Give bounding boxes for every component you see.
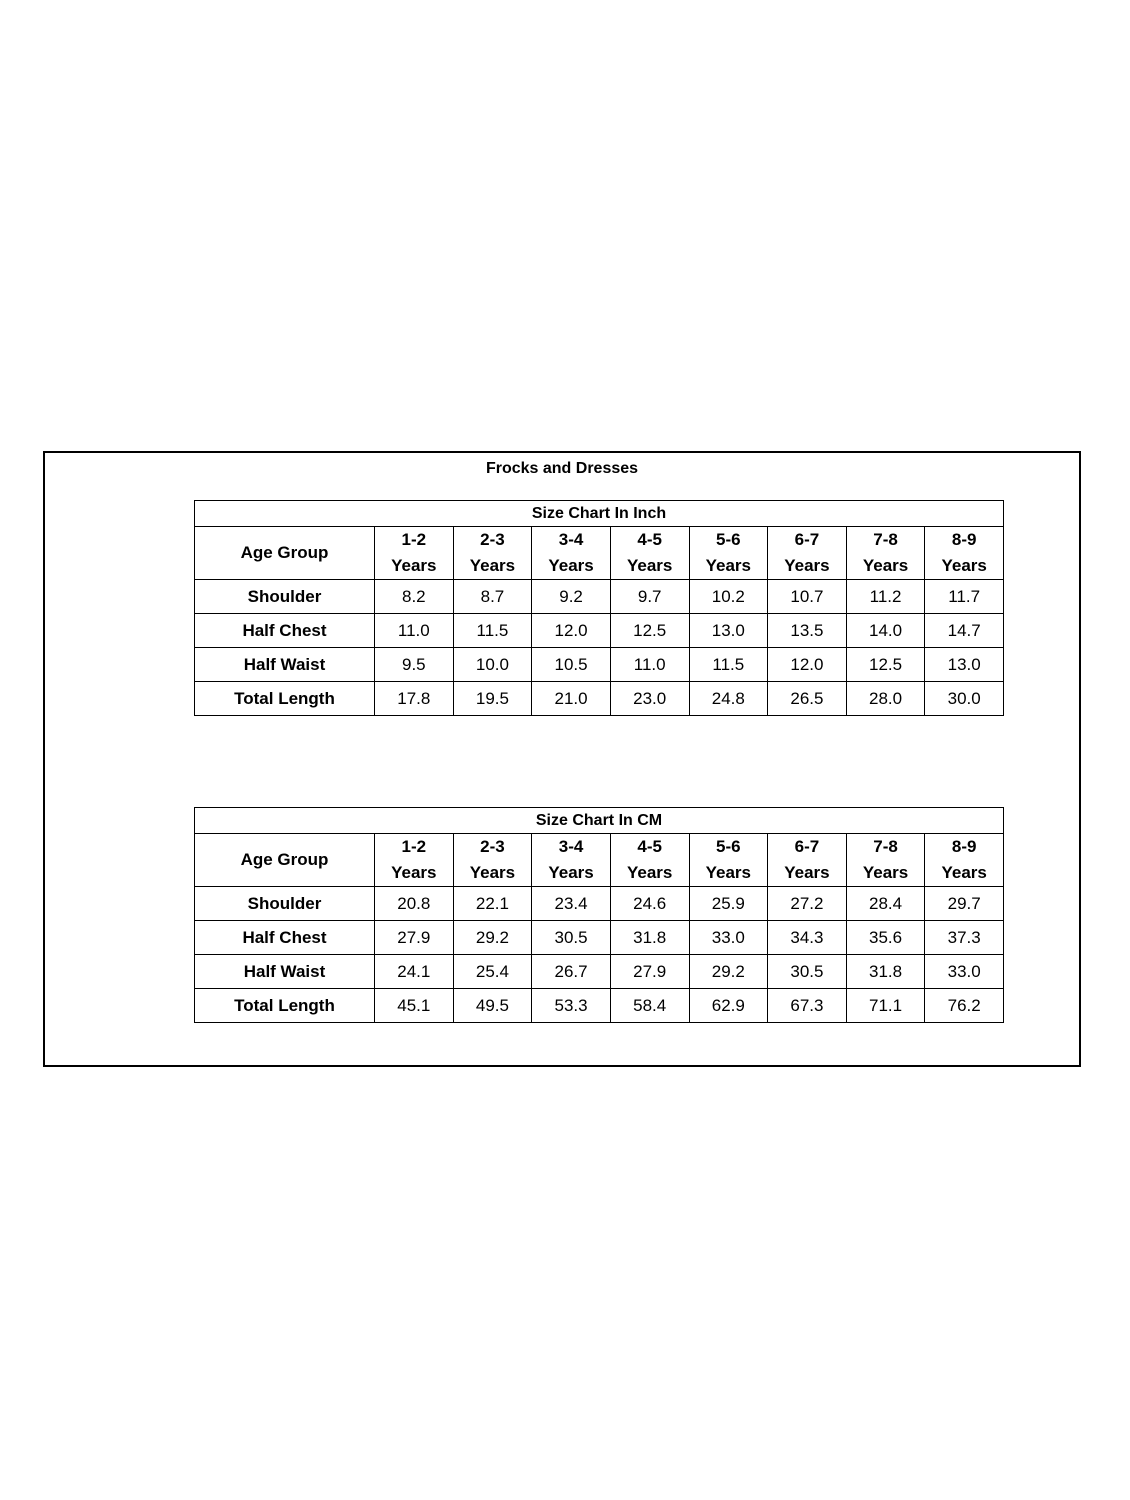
- measurement-value: 30.0: [925, 682, 1004, 716]
- measurement-label: Total Length: [195, 989, 375, 1023]
- measurement-label: Total Length: [195, 682, 375, 716]
- measurement-value: 34.3: [768, 921, 847, 955]
- measurement-value: 12.5: [610, 614, 689, 648]
- measurement-value: 17.8: [375, 682, 454, 716]
- measurement-value: 33.0: [925, 955, 1004, 989]
- age-range: 5-6: [716, 530, 741, 549]
- age-unit: Years: [941, 556, 987, 575]
- age-range: 8-9: [951, 530, 977, 549]
- table-row: [195, 955, 1004, 989]
- age-group-header-row: [195, 834, 1004, 887]
- measurement-label: Half Chest: [195, 921, 375, 955]
- age-group-header: [689, 834, 768, 887]
- measurement-value: 29.7: [925, 887, 1004, 921]
- measurement-value: 14.7: [925, 614, 1004, 648]
- measurement-value: 29.2: [689, 955, 768, 989]
- measurement-value: 23.4: [532, 887, 611, 921]
- age-range: 7-8: [873, 837, 898, 856]
- age-group-header: [610, 527, 689, 580]
- age-group-header: [453, 527, 532, 580]
- age-range: 5-6: [716, 837, 741, 856]
- age-range: 3-4: [558, 530, 584, 549]
- age-range: 1-2: [401, 837, 427, 856]
- age-range: 8-9: [951, 837, 977, 856]
- age-group-header: [768, 834, 847, 887]
- measurement-value: 24.1: [375, 955, 454, 989]
- age-unit: Years: [784, 556, 830, 575]
- measurement-value: 10.2: [689, 580, 768, 614]
- measurement-value: 35.6: [846, 921, 925, 955]
- measurement-value: 31.8: [846, 955, 925, 989]
- measurement-value: 33.0: [689, 921, 768, 955]
- measurement-value: 27.9: [610, 955, 689, 989]
- measurement-value: 31.8: [610, 921, 689, 955]
- document-title: Frocks and Dresses: [485, 460, 639, 477]
- measurement-value: 26.7: [532, 955, 611, 989]
- measurement-value: 30.5: [532, 921, 611, 955]
- age-unit: Years: [705, 863, 751, 882]
- measurement-value: 10.0: [453, 648, 532, 682]
- age-group-header: [768, 527, 847, 580]
- age-group-header-row: [195, 527, 1004, 580]
- age-range: 2-3: [480, 530, 505, 549]
- table-caption: Size Chart In CM: [195, 808, 1004, 834]
- measurement-value: 30.5: [768, 955, 847, 989]
- measurement-value: 45.1: [375, 989, 454, 1023]
- age-unit: Years: [862, 556, 909, 575]
- measurement-label: Shoulder: [195, 887, 375, 921]
- age-unit: Years: [548, 556, 594, 575]
- measurement-value: 11.0: [610, 648, 689, 682]
- measurement-value: 11.5: [689, 648, 768, 682]
- table-row: [195, 580, 1004, 614]
- measurement-value: 20.8: [375, 887, 454, 921]
- age-unit: Years: [548, 863, 594, 882]
- measurement-value: 9.2: [532, 580, 611, 614]
- measurement-value: 25.4: [453, 955, 532, 989]
- measurement-value: 26.5: [768, 682, 847, 716]
- age-unit: Years: [391, 863, 437, 882]
- age-group-label: Age Group: [195, 834, 375, 887]
- age-group-header: [375, 527, 454, 580]
- age-group-header: [846, 527, 925, 580]
- table-row: [195, 921, 1004, 955]
- measurement-value: 13.0: [689, 614, 768, 648]
- measurement-value: 8.2: [375, 580, 454, 614]
- age-group-header: [532, 527, 611, 580]
- table-caption-row: [195, 808, 1004, 834]
- measurement-value: 37.3: [925, 921, 1004, 955]
- measurement-value: 24.6: [610, 887, 689, 921]
- table-row: [195, 887, 1004, 921]
- measurement-value: 49.5: [453, 989, 532, 1023]
- measurement-value: 22.1: [453, 887, 532, 921]
- measurement-value: 27.2: [768, 887, 847, 921]
- table-row: [195, 989, 1004, 1023]
- table-caption: Size Chart In Inch: [195, 501, 1004, 527]
- measurement-value: 11.0: [375, 614, 454, 648]
- measurement-value: 8.7: [453, 580, 532, 614]
- age-range: 3-4: [558, 837, 584, 856]
- measurement-value: 11.2: [846, 580, 925, 614]
- age-group-label: Age Group: [195, 527, 375, 580]
- measurement-value: 12.0: [532, 614, 611, 648]
- measurement-value: 28.4: [846, 887, 925, 921]
- measurement-value: 9.7: [610, 580, 689, 614]
- age-range: 1-2: [401, 530, 427, 549]
- age-range: 4-5: [637, 837, 662, 856]
- age-range: 6-7: [794, 530, 820, 549]
- measurement-value: 62.9: [689, 989, 768, 1023]
- age-unit: Years: [862, 863, 909, 882]
- measurement-label: Half Chest: [195, 614, 375, 648]
- measurement-value: 71.1: [846, 989, 925, 1023]
- age-group-header: [610, 834, 689, 887]
- measurement-value: 11.7: [925, 580, 1004, 614]
- age-unit: Years: [705, 556, 751, 575]
- age-unit: Years: [469, 863, 516, 882]
- age-group-header: [375, 834, 454, 887]
- age-unit: Years: [391, 556, 437, 575]
- measurement-value: 14.0: [846, 614, 925, 648]
- measurement-value: 67.3: [768, 989, 847, 1023]
- measurement-value: 24.8: [689, 682, 768, 716]
- measurement-value: 19.5: [453, 682, 532, 716]
- measurement-value: 12.0: [768, 648, 847, 682]
- age-unit: Years: [469, 556, 516, 575]
- measurement-value: 11.5: [453, 614, 532, 648]
- measurement-value: 58.4: [610, 989, 689, 1023]
- document-frame: [43, 451, 1081, 1067]
- measurement-value: 13.0: [925, 648, 1004, 682]
- age-range: 6-7: [794, 837, 820, 856]
- age-group-header: [925, 834, 1004, 887]
- measurement-value: 27.9: [375, 921, 454, 955]
- age-group-header: [532, 834, 611, 887]
- table-caption-row: [195, 501, 1004, 527]
- age-range: 2-3: [480, 837, 505, 856]
- age-unit: Years: [784, 863, 830, 882]
- table-row: [195, 648, 1004, 682]
- measurement-value: 29.2: [453, 921, 532, 955]
- table-row: [195, 682, 1004, 716]
- age-group-header: [925, 527, 1004, 580]
- age-range: 4-5: [637, 530, 662, 549]
- measurement-value: 13.5: [768, 614, 847, 648]
- age-group-header: [453, 834, 532, 887]
- measurement-value: 23.0: [610, 682, 689, 716]
- age-group-header: [689, 527, 768, 580]
- measurement-value: 21.0: [532, 682, 611, 716]
- age-unit: Years: [941, 863, 987, 882]
- measurement-value: 10.7: [768, 580, 847, 614]
- measurement-label: Shoulder: [195, 580, 375, 614]
- size-chart-cm-table: [194, 807, 1004, 1023]
- measurement-value: 10.5: [532, 648, 611, 682]
- measurement-value: 76.2: [925, 989, 1004, 1023]
- size-chart-inch-table: [194, 500, 1004, 716]
- age-unit: Years: [626, 863, 673, 882]
- age-group-header: [846, 834, 925, 887]
- age-unit: Years: [626, 556, 673, 575]
- measurement-label: Half Waist: [195, 955, 375, 989]
- measurement-value: 28.0: [846, 682, 925, 716]
- age-range: 7-8: [873, 530, 898, 549]
- measurement-value: 25.9: [689, 887, 768, 921]
- measurement-value: 53.3: [532, 989, 611, 1023]
- measurement-label: Half Waist: [195, 648, 375, 682]
- measurement-value: 9.5: [375, 648, 454, 682]
- measurement-value: 12.5: [846, 648, 925, 682]
- table-row: [195, 614, 1004, 648]
